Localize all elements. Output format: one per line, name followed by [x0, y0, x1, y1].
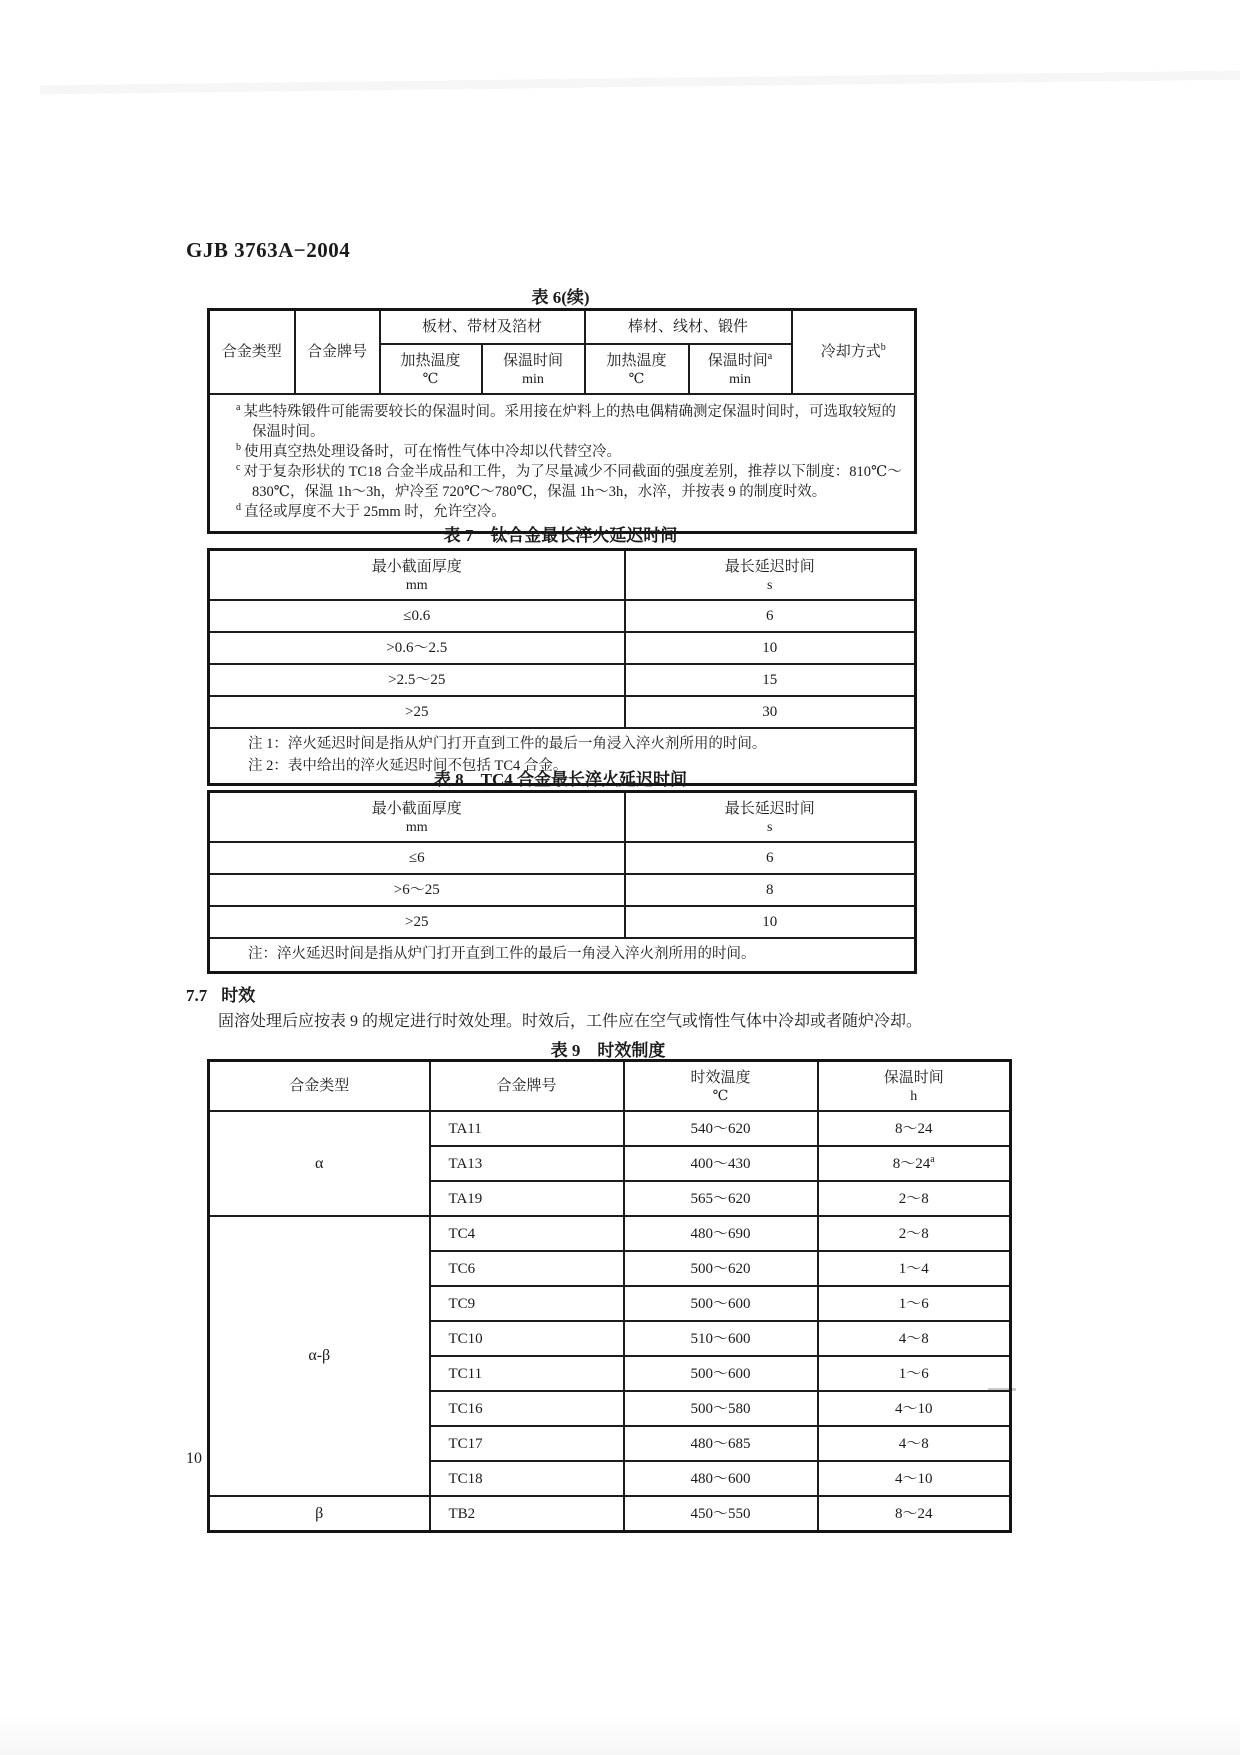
- col-group-bar-wire-forging: 棒材、线材、锻件: [585, 310, 792, 345]
- alloy-type-alpha-beta: α-β: [209, 1216, 430, 1496]
- grade-cell: TC16: [430, 1391, 624, 1426]
- col-header-alloy-type: 合金类型: [209, 1061, 430, 1112]
- delay-cell: 8: [625, 874, 916, 906]
- thickness-cell: ≤6: [209, 842, 625, 874]
- table6-heat-treatment-continued: [207, 308, 917, 534]
- grade-cell: TA13: [430, 1146, 624, 1181]
- table-row: [209, 600, 916, 632]
- grade-cell: TA11: [430, 1111, 624, 1146]
- unit-celsius: ℃: [422, 371, 439, 387]
- delay-cell: 30: [625, 696, 916, 728]
- grade-cell: TC9: [430, 1286, 624, 1321]
- grade-cell: TC17: [430, 1426, 624, 1461]
- holding-time-label: 保温时间: [503, 352, 564, 369]
- unit-s: s: [767, 577, 773, 593]
- temp-cell: 450～550: [624, 1496, 818, 1532]
- grade-cell: TC4: [430, 1216, 624, 1251]
- scan-artifact-bottom-shade: [0, 1715, 1240, 1755]
- table7-max-quench-delay: [207, 548, 917, 786]
- table8-title: 表 8 TC4 合金最长淬火延迟时间: [433, 770, 688, 789]
- col-header-aging-temp: 时效温度 ℃: [624, 1061, 818, 1112]
- time-cell: 1～6: [818, 1356, 1011, 1391]
- table-row: [209, 632, 916, 664]
- time-cell: 2～8: [818, 1216, 1011, 1251]
- note-2: 注 2：表中给出的淬火延迟时间不包括 TC4 合金。: [248, 758, 568, 774]
- temp-cell: 400～430: [624, 1146, 818, 1181]
- col-header-alloy-grade: 合金牌号: [430, 1061, 624, 1112]
- thickness-cell: ≤0.6: [209, 600, 625, 632]
- footnote-b: $^b$ 使用真空热处理设备时，可在惰性气体中冷却以代替空冷。: [236, 442, 621, 460]
- table8-notes-cell: [209, 938, 916, 973]
- temp-cell: 480～685: [624, 1426, 818, 1461]
- time-cell: 1～6: [818, 1286, 1011, 1321]
- grade-cell: TA19: [430, 1181, 624, 1216]
- doc-number: GJB 3763A−2004: [186, 238, 351, 262]
- unit-h: h: [910, 1088, 918, 1104]
- holding-time-label: 保温时间$^a$: [707, 350, 773, 369]
- time-cell: 8～24: [818, 1496, 1011, 1532]
- col-header-cooling-method: [792, 310, 916, 395]
- table-row: [209, 874, 916, 906]
- col-header-holding-time: 保温时间 h: [818, 1061, 1011, 1112]
- grade-cell: TC6: [430, 1251, 624, 1286]
- delay-cell: 6: [625, 842, 916, 874]
- grade-cell: TC18: [430, 1461, 624, 1496]
- table-row: [209, 938, 916, 973]
- footnote-d: $^d$ 直径或厚度不大于 25mm 时，允许空冷。: [236, 502, 506, 520]
- table-row: [209, 1496, 1011, 1532]
- footnote-c: $^c$ 对于复杂形状的 TC18 合金半成品和工件，为了尽量减少不同截面的强度差别，推荐以下制度：810℃～830℃，保温 1h～3h，炉冷至 720℃～780℃，保温 1h～3h，水淬，并按表 9 的制度时效。: [236, 462, 902, 500]
- thickness-cell: >2.5～25: [209, 664, 625, 696]
- grade-cell: TC10: [430, 1321, 624, 1356]
- footnote-marker-b: b: [880, 342, 886, 353]
- section-title: 时效: [221, 986, 256, 1005]
- table9-title: 表 9 时效制度: [550, 1041, 666, 1060]
- time-cell: 2～8: [818, 1181, 1011, 1216]
- temp-cell: 500～600: [624, 1356, 818, 1391]
- col-header-holding-time: [482, 344, 585, 394]
- delay-cell: 10: [625, 632, 916, 664]
- heating-temp-label: 加热温度: [400, 352, 461, 369]
- alloy-type-alpha: α: [209, 1111, 430, 1216]
- col-group-plate-strip-foil: 板材、带材及箔材: [380, 310, 585, 345]
- time-cell: 4～10: [818, 1461, 1011, 1496]
- delay-cell: 15: [625, 664, 916, 696]
- note: 注：淬火延迟时间是指从炉门打开直到工件的最后一角浸入淬火剂所用的时间。: [248, 946, 756, 962]
- cooling-method-label: 冷却方式: [820, 344, 881, 360]
- thickness-cell: >25: [209, 906, 625, 938]
- table7-title: 表 7 钛合金最长淬火延迟时间: [443, 526, 678, 545]
- heating-temp-label: 加热温度: [606, 352, 667, 369]
- section-paragraph: 固溶处理后应按表 9 的规定进行时效处理。时效后，工件应在空气或惰性气体中冷却或者随炉冷却。: [218, 1013, 923, 1030]
- time-cell: 8～24$^a$: [818, 1146, 1011, 1181]
- col-header-heating-temp: [585, 344, 689, 394]
- unit-s: s: [767, 819, 773, 835]
- footnote-marker-a: a: [930, 1153, 935, 1165]
- table6-title: 表 6(续): [531, 288, 590, 307]
- thickness-cell: >25: [209, 696, 625, 728]
- col-header-alloy-grade: 合金牌号: [295, 310, 380, 395]
- table-row: [209, 664, 916, 696]
- delay-cell: 10: [625, 906, 916, 938]
- col-header-alloy-type: 合金类型: [209, 310, 295, 395]
- temp-cell: 565～620: [624, 1181, 818, 1216]
- table-row: [209, 1111, 1011, 1146]
- col-header-min-section-thickness: 最小截面厚度 mm: [209, 792, 625, 843]
- grade-cell: TB2: [430, 1496, 624, 1532]
- temp-cell: 500～600: [624, 1286, 818, 1321]
- table-row: [209, 1216, 1011, 1251]
- temp-cell: 480～600: [624, 1461, 818, 1496]
- table8-tc4-max-quench-delay: [207, 790, 917, 974]
- table-row: [209, 550, 916, 601]
- table-row: [209, 792, 916, 843]
- thickness-cell: >0.6～2.5: [209, 632, 625, 664]
- time-cell: 1～4: [818, 1251, 1011, 1286]
- table-row: [209, 906, 916, 938]
- unit-min: min: [522, 371, 544, 387]
- footnote-a: $^a$ 某些特殊锻件可能需要较长的保温时间。采用接在炉料上的热电偶精确测定保温时间时，可选取较短的保温时间。: [236, 402, 896, 440]
- unit-mm: mm: [405, 577, 428, 593]
- section-heading-7-7: [186, 981, 255, 1006]
- col-header-min-section-thickness: 最小截面厚度 mm: [209, 550, 625, 601]
- page-number: 10: [186, 1450, 202, 1467]
- unit-celsius: ℃: [712, 1088, 729, 1104]
- table9-aging-regime: [207, 1059, 1012, 1533]
- col-header-heating-temp: [380, 344, 482, 394]
- unit-celsius: ℃: [628, 371, 645, 387]
- time-cell: 4～10: [818, 1391, 1011, 1426]
- temp-cell: 480～690: [624, 1216, 818, 1251]
- time-cell: 8～24: [818, 1111, 1011, 1146]
- unit-mm: mm: [405, 819, 428, 835]
- temp-cell: 500～580: [624, 1391, 818, 1426]
- table-row: [209, 310, 916, 345]
- col-header-max-delay-time: 最长延迟时间 s: [625, 550, 916, 601]
- unit-min: min: [729, 371, 751, 387]
- alloy-type-beta: β: [209, 1496, 430, 1532]
- table6-footnotes-cell: [209, 394, 916, 533]
- table-row: [209, 696, 916, 728]
- col-header-max-delay-time: 最长延迟时间 s: [625, 792, 916, 843]
- col-header-holding-time-a: [689, 344, 792, 394]
- delay-cell: 6: [625, 600, 916, 632]
- scan-artifact-top-line: [40, 71, 1240, 95]
- table-row: [209, 1061, 1011, 1112]
- time-cell: 4～8: [818, 1321, 1011, 1356]
- temp-cell: 540～620: [624, 1111, 818, 1146]
- time-cell: 4～8: [818, 1426, 1011, 1461]
- table-row: [209, 394, 916, 533]
- thickness-cell: >6～25: [209, 874, 625, 906]
- footnote-marker-a: a: [767, 350, 773, 362]
- temp-cell: 510～600: [624, 1321, 818, 1356]
- grade-cell: TC11: [430, 1356, 624, 1391]
- note-1: 注 1：淬火延迟时间是指从炉门打开直到工件的最后一角浸入淬火剂所用的时间。: [248, 736, 767, 752]
- section-number: 7.7: [186, 986, 208, 1005]
- table-row: [209, 842, 916, 874]
- temp-cell: 500～620: [624, 1251, 818, 1286]
